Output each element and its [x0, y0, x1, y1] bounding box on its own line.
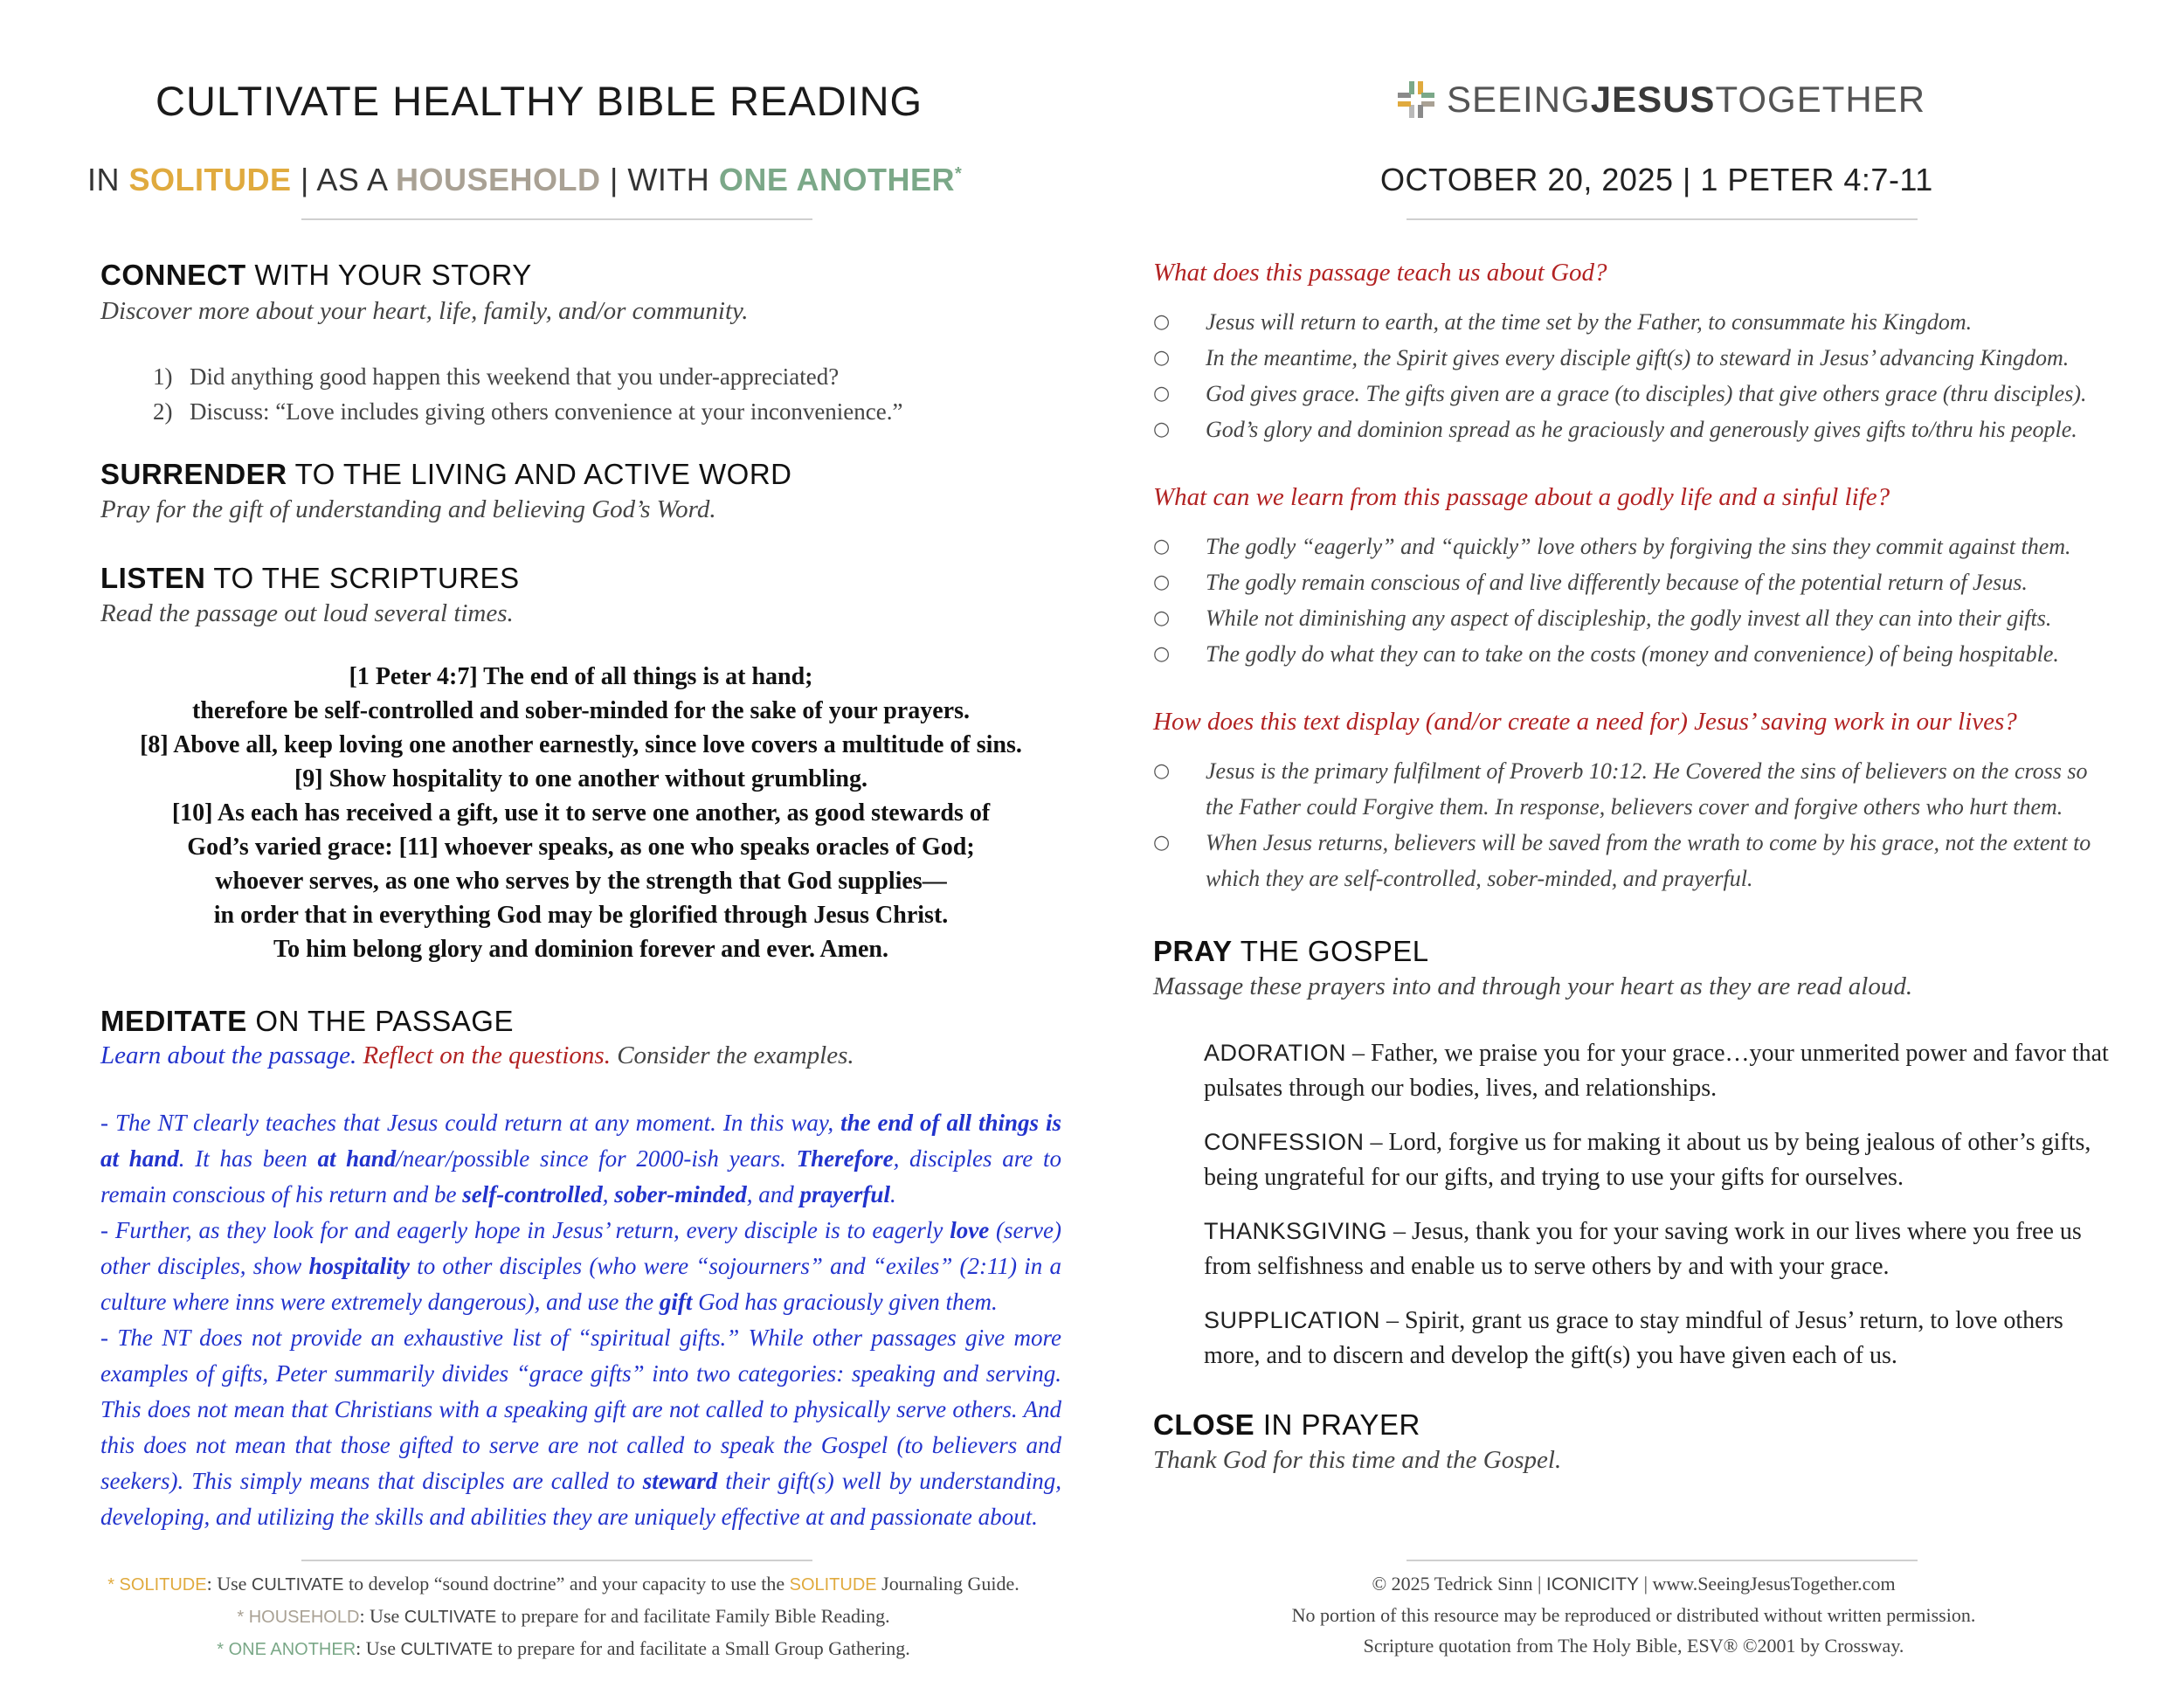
bullet-circle-icon: ○ [1153, 536, 1171, 557]
list-item: ○ God’s glory and dominion spread as he graciously and generously gives gifts to/thru his people. [1153, 412, 2114, 447]
brand-logo: SEEINGJESUSTOGETHER [1398, 79, 1925, 121]
close-subtitle: Thank God for this time and the Gospel. [1153, 1446, 1562, 1474]
surrender-subtitle: Pray for the gift of understanding and believing God’s Word. [100, 495, 716, 523]
prayer-confession: CONFESSION – Lord, forgive us for making it about us by being jealous of other’s gifts, being ungrateful for our gifts, and trying to use your gifts for ourselves. [1204, 1129, 2091, 1191]
prayer-supplication: SUPPLICATION – Spirit, grant us grace to stay mindful of Jesus’ return, to love others more, and to discern and develop the gift(s) you have given each of us. [1204, 1307, 2063, 1369]
solitude-label: SOLITUDE [128, 162, 292, 197]
list-item: ○ The godly “eagerly” and “quickly” love others by forgiving the sins they commit against them. [1153, 529, 2114, 564]
meditate-subtitle: Learn about the passage. Reflect on the questions. Consider the examples. [100, 1041, 854, 1069]
bullet-circle-icon: ○ [1153, 571, 1171, 593]
prayer-list [1204, 1035, 2112, 1392]
list-item: ○ Jesus is the primary fulfilment of Proverb 10:12. He Covered the sins of believers on the cross so the Father could Forgive them. In response, believers cover and forgive others who hurt them. [1153, 753, 2114, 825]
footnote-household: * HOUSEHOLD: Use CULTIVATE to prepare for and facilitate Family Bible Reading. [237, 1605, 890, 1627]
bullet-circle-icon: ○ [1153, 347, 1171, 369]
list-item: 2) Discuss: “Love includes giving others convenience at your inconvenience.” [153, 398, 903, 425]
list-item: ○ God gives grace. The gifts given are a grace (to disciples) that give others grace (thru disciples). [1153, 376, 2114, 412]
bullet-circle-icon: ○ [1153, 419, 1171, 440]
connect-heading: CONNECT WITH YOUR STORY [100, 259, 532, 291]
question-heading: How does this text display (and/or create a need for) Jesus’ saving work in our lives? [1153, 708, 2017, 736]
household-label: HOUSEHOLD [395, 162, 601, 197]
footnote-one-another: * ONE ANOTHER: Use CULTIVATE to prepare for and facilitate a Small Group Gathering. [217, 1637, 910, 1659]
bullet-circle-icon: ○ [1153, 643, 1171, 665]
list-item: ○ While not diminishing any aspect of discipleship, the godly invest all they can into their gifts. [1153, 600, 2114, 636]
list-item: ○ Jesus will return to earth, at the time set by the Father, to consummate his Kingdom. [1153, 304, 2114, 340]
listen-heading: LISTEN TO THE SCRIPTURES [100, 562, 520, 594]
listen-subtitle: Read the passage out loud several times. [100, 599, 514, 627]
prayer-thanksgiving: THANKSGIVING – Jesus, thank you for your saving work in our lives where you free us from selfishness and enable us to serve others by and with your grace. [1204, 1218, 2082, 1280]
meditate-heading: MEDITATE ON THE PASSAGE [100, 1005, 514, 1037]
footnotes [35, 1568, 1092, 1665]
close-heading: CLOSE IN PRAYER [1153, 1408, 1420, 1441]
bullet-circle-icon: ○ [1153, 311, 1171, 333]
note-paragraph: - The NT clearly teaches that Jesus could return at any moment. In this way, the end of all things is at hand. It has been at hand/near/possible since for 2000-ish years. Therefore, disciples are to remain conscious of his return and be self-controlled, sober-minded, and prayerful. [100, 1110, 1062, 1207]
list-item: ○ The godly do what they can to take on the costs (money and convenience) of being hospitable. [1153, 636, 2114, 672]
pray-heading: PRAY THE GOSPEL [1153, 935, 1429, 967]
page-title: CULTIVATE HEALTHY BIBLE READING [156, 78, 923, 124]
question-answers [1153, 304, 2114, 447]
connect-subtitle: Discover more about your heart, life, family, and/or community. [100, 297, 749, 325]
divider [301, 218, 812, 220]
list-item: ○ When Jesus returns, believers will be saved from the wrath to come by his grace, not the extent to which they are self-controlled, sober-minded, and prayerful. [1153, 825, 2114, 896]
list-item: ○ The godly remain conscious of and live differently because of the potential return of Jesus. [1153, 564, 2114, 600]
bullet-circle-icon: ○ [1153, 383, 1171, 405]
question-heading: What does this passage teach us about God? [1153, 259, 1607, 287]
subtitle: IN SOLITUDE | AS A HOUSEHOLD | WITH ONE ANOTHER* [87, 162, 963, 197]
divider [301, 1560, 812, 1561]
connect-list [153, 359, 903, 429]
divider [1406, 218, 1918, 220]
question-heading: What can we learn from this passage about a godly life and a sinful life? [1153, 483, 1890, 511]
question-answers [1153, 753, 2114, 896]
date-reference: OCTOBER 20, 2025 | 1 PETER 4:7-11 [1380, 162, 1933, 197]
bullet-circle-icon: ○ [1153, 832, 1171, 854]
note-paragraph: - The NT does not provide an exhaustive list of “spiritual gifts.” While other passages give more examples of gifts, Peter summarily divides “grace gifts” into two categories: speaking and serving. This does not mean that Christians with a speaking gift are not called to physically serve others. And this does not mean that those gifted to serve are not called to speak the Gospel (to believers and seekers). This simply means that disciples are called to steward their gift(s) well by understanding, developing, and utilizing the skills and abilities they are uniquely effective at and passionate about. [100, 1325, 1061, 1530]
footnote-solitude: * SOLITUDE: Use CULTIVATE to develop “sound doctrine” and your capacity to use the SOLITUDE Journaling Guide. [107, 1573, 1019, 1595]
scripture-passage: [1 Peter 4:7] The end of all things is at hand; therefore be self-controlled and sober-minded for the sake of your prayers. [8] Above all, keep loving one another earnestly, since love covers a multitude of sins. [9] Show hospitality to one another without grumbling. [10] As each has received a gift, use it to serve one another, as good stewards of God’s varied grace: [11] whoever speaks, as one who speaks oracles of God; whoever serves, as one who serves by the strength that God supplies— in order that in everything God may be glorified through Jesus Christ. To him belong glory and dominion forever and ever. Amen. [140, 663, 1022, 963]
list-item: 1) Did anything good happen this weekend that you under-appreciated? [153, 363, 840, 390]
prayer-adoration: ADORATION – Father, we praise you for your grace…your unmerited power and favor that pulsates through our bodies, lives, and relationships. [1204, 1040, 2109, 1102]
surrender-heading: SURRENDER TO THE LIVING AND ACTIVE WORD [100, 458, 792, 490]
list-item: ○ In the meantime, the Spirit gives every disciple gift(s) to steward in Jesus’ advancing Kingdom. [1153, 340, 2114, 376]
meditate-notes [100, 1105, 1061, 1535]
bullet-circle-icon: ○ [1153, 607, 1171, 629]
cross-logo-icon [1398, 81, 1434, 118]
one-another-label: ONE ANOTHER [718, 162, 955, 197]
copyright: © 2025 Tedrick Sinn | ICONICITY | www.SeeingJesusTogether.com No portion of this resource may be reproduced or distributed without written permission. Scripture quotation from The Holy Bible, ESV® ©2001 by Crossway. [1291, 1573, 1976, 1657]
pray-subtitle: Massage these prayers into and through your heart as they are read aloud. [1153, 972, 1913, 1000]
question-answers [1153, 529, 2114, 672]
divider [1406, 1560, 1918, 1561]
note-paragraph: - Further, as they look for and eagerly hope in Jesus’ return, every disciple is to eagerly love (serve) other disciples, show hospitality to other disciples (who were “sojourners” and “exiles” (2:11) in a culture where inns were extremely dangerous), and use the gift God has graciously given them. [100, 1217, 1062, 1315]
bullet-circle-icon: ○ [1153, 760, 1171, 782]
